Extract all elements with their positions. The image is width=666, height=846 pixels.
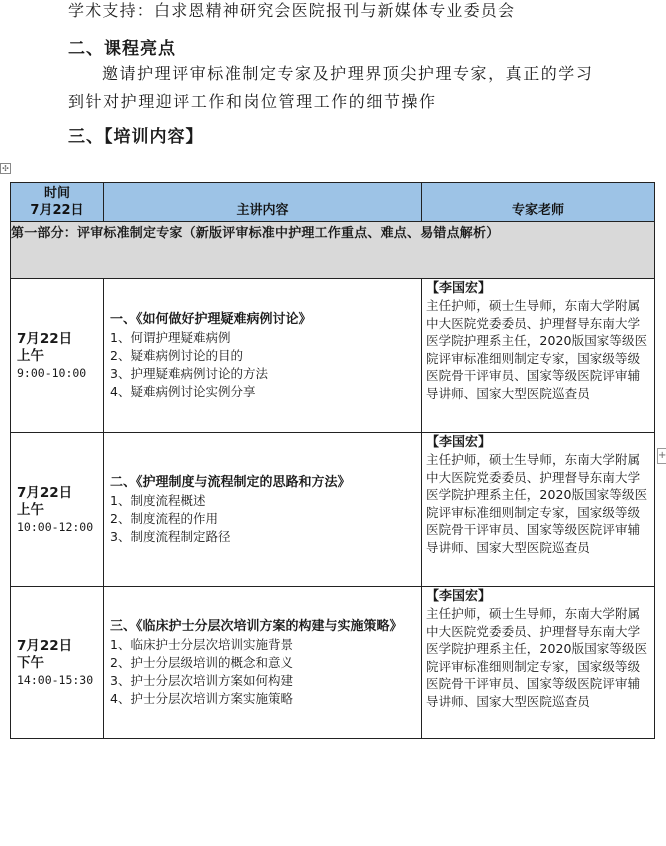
session-time: 14:00-15:30: [17, 672, 94, 687]
expert-cell: [422, 433, 655, 587]
topic-item: 1、制度流程概述: [110, 492, 206, 508]
topic-title: 三、《临床护士分层次培训方案的构建与实施策略》: [110, 618, 403, 634]
time-cell: [11, 279, 104, 433]
topic-item: 1、何谓护理疑难病例: [110, 329, 231, 345]
session-date: 7月22日: [17, 484, 73, 501]
part-one-row: [11, 222, 655, 279]
section-heading-highlights: 二、课程亮点: [68, 39, 176, 59]
session-time: 10:00-12:00: [17, 519, 94, 534]
topic-title: 二、《护理制度与流程制定的思路和方法》: [110, 474, 351, 490]
header-time-label: 时间: [43, 186, 70, 201]
content-cell: [104, 433, 422, 587]
header-content: 主讲内容: [104, 183, 422, 222]
part-one-title: 第一部分：评审标准制定专家（新版评审标准中护理工作重点、难点、易错点解析）: [11, 222, 655, 279]
topic-item: 4、护士分层次培训方案实施策略: [110, 690, 293, 706]
header-time-date: 7月22日: [30, 203, 84, 218]
topic-item: 2、制度流程的作用: [110, 510, 218, 526]
topic-item: 3、护士分层次培训方案如何构建: [110, 672, 293, 688]
table-move-handle-icon[interactable]: ✣: [0, 163, 11, 174]
table-row: [11, 587, 655, 739]
time-cell: [11, 433, 104, 587]
table-row: [11, 279, 655, 433]
expert-bio: 主任护师，硕士生导师，东南大学附属中大医院党委委员、护理督导东南大学医学院护理系主任，2020版国家等级医院评审标准细则制定专家，国家级等级医院骨干评审员、国家等级医院评审辅导讲师、国家大型医院巡查员: [426, 606, 648, 709]
content-cell: [104, 279, 422, 433]
highlights-paragraph: 邀请护理评审标准制定专家及护理界顶尖护理专家，真正的学习到针对护理迎评工作和岗位管理工作的细节操作: [68, 64, 594, 111]
table-header-row: [11, 183, 655, 222]
header-time: [11, 183, 104, 222]
header-expert: 专家老师: [422, 183, 655, 222]
expert-bio: 主任护师，硕士生导师，东南大学附属中大医院党委委员、护理督导东南大学医学院护理系主任，2020版国家等级医院评审标准细则制定专家，国家级等级医院骨干评审员、国家等级医院评审辅导讲师、国家大型医院巡查员: [426, 452, 648, 555]
topic-item: 3、制度流程制定路径: [110, 528, 231, 544]
topic-item: 4、疑难病例讨论实例分享: [110, 383, 256, 399]
content-cell: [104, 587, 422, 739]
expert-name: 【李国宏】: [426, 589, 492, 604]
topic-item: 2、疑难病例讨论的目的: [110, 347, 243, 363]
training-schedule-table: [10, 182, 655, 739]
session-part: 下午: [17, 654, 44, 671]
expert-name: 【李国宏】: [426, 281, 492, 296]
topic-item: 3、护理疑难病例讨论的方法: [110, 365, 268, 381]
table-add-column-icon[interactable]: +: [657, 448, 666, 464]
time-cell: [11, 587, 104, 739]
session-date: 7月22日: [17, 637, 73, 654]
expert-bio: 主任护师，硕士生导师，东南大学附属中大医院党委委员、护理督导东南大学医学院护理系主任，2020版国家等级医院评审标准细则制定专家，国家级等级医院骨干评审员、国家等级医院评审辅导讲师、国家大型医院巡查员: [426, 298, 648, 401]
expert-cell: [422, 279, 655, 433]
table-row: [11, 433, 655, 587]
expert-cell: [422, 587, 655, 739]
session-date: 7月22日: [17, 330, 73, 347]
session-time: 9:00-10:00: [17, 365, 87, 380]
session-part: 上午: [17, 347, 44, 364]
session-part: 上午: [17, 501, 44, 518]
topic-item: 2、护士分层级培训的概念和意义: [110, 654, 293, 670]
topic-title: 一、《如何做好护理疑难病例讨论》: [110, 311, 312, 327]
academic-support-line: 学术支持：白求恩精神研究会医院报刊与新媒体专业委员会: [68, 1, 516, 20]
expert-name: 【李国宏】: [426, 435, 492, 450]
topic-item: 1、临床护士分层次培训实施背景: [110, 636, 293, 652]
section-heading-training-content: 三、【培训内容】: [68, 127, 204, 147]
